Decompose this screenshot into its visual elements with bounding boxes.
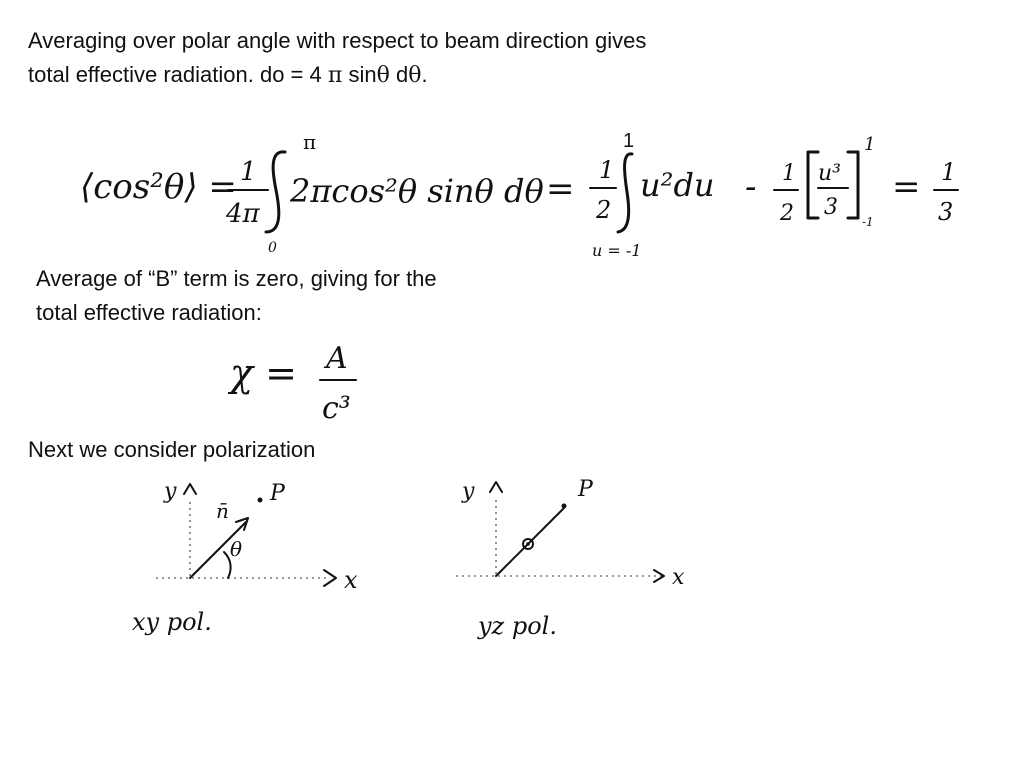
eq1-integrand: 2πcos²θ sinθ dθ [290,172,544,210]
eq1-bracket-num: u³ [818,161,841,186]
sin-text: sin [342,62,377,87]
eq1-eq3: - [745,167,757,207]
diagram-yz-polarization [440,470,720,650]
diagram-xy-polarization [120,470,380,650]
next-polarization-text: Next we consider polarization [28,437,316,462]
theta-symbol-2: θ [408,63,422,88]
diagram-left-n-label: n̄ [216,499,229,523]
eq1-bracket-upper: 1 [864,134,876,155]
diagram-left-p-label: P [270,481,285,506]
eq1-lower-zero: 0 [268,240,277,256]
eq1-frac2-num: 1 [599,156,615,184]
intro-line-1: Averaging over polar angle with respect to beam direction gives [28,28,647,53]
theta-symbol: θ [376,63,390,88]
eq2-num: A [326,341,348,376]
eq1-frac1-num: 1 [240,157,257,187]
average-line-2: total effective radiation: [36,300,262,325]
diagram-left-y-label: y [164,479,177,504]
diagram-right-caption: yz pol. [478,612,557,640]
eq1-bracket-lower: -1 [862,215,874,229]
period: . [421,62,428,87]
eq1-result-den: 3 [938,198,954,226]
eq1-result-num: 1 [941,158,957,186]
eq1-bracket-den: 3 [824,195,838,220]
eq1-frac2-den: 2 [596,196,612,224]
diagram-right-x-label: x [672,565,685,590]
integral-upper-limit-one: 1 [623,130,635,152]
eq1-integrand-2: u²du [640,166,715,204]
handwritten-equation-cos2-average [80,134,980,260]
diagram-left-caption: xy pol. [132,608,212,636]
pi-symbol: π [327,63,343,88]
eq1-lhs: ⟨cos²θ⟩ = [80,167,237,207]
eq1-eq2: = [546,169,575,209]
eq1-eq4: = [892,167,921,207]
d-text: d [389,62,409,87]
eq2-lhs: χ = [230,351,297,395]
eq2-den: c³ [322,391,351,426]
integral-upper-limit-pi: π [303,130,317,154]
eq1-frac3-num: 1 [782,161,796,186]
eq1-frac1-den: 4π [226,199,260,229]
intro-line-2 [28,58,428,93]
diagram-right-y-label: y [462,479,475,504]
diagram-left-theta-label: θ [230,537,243,561]
diagram-left-x-label: x [344,566,358,594]
eq1-frac3-den: 2 [780,201,794,226]
intro-line-2-prefix: total effective radiation. do = 4 [28,62,328,87]
handwritten-equation-chi [230,336,380,426]
diagram-right-p-label: P [578,477,593,502]
eq1-lower-u: u = -1 [592,241,642,260]
average-line-1: Average of “B” term is zero, giving for the [36,266,437,291]
